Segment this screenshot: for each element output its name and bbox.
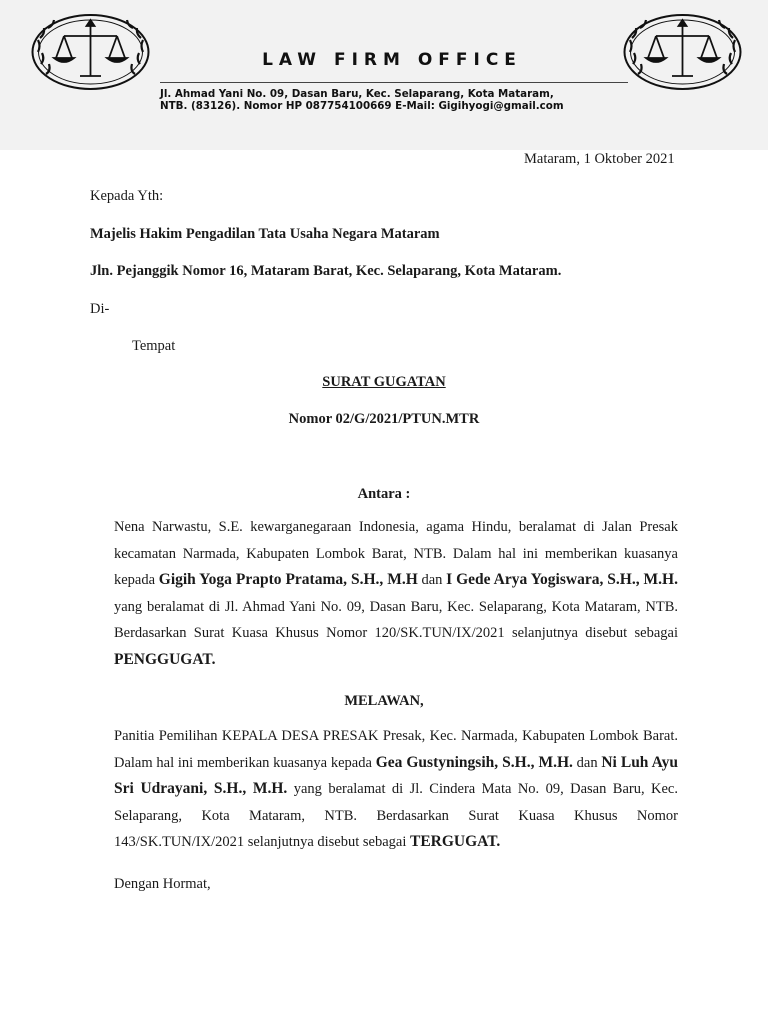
salutation: Kepada Yth:: [90, 188, 164, 204]
defendant-text-1: Panitia Pemilihan KEPALA DESA PRESAK Presak, Kec. Narmada, Kabupaten Lombok Barat. Dalam hal ini memberikan kuasanya kepada: [114, 728, 678, 771]
place-date: Mataram, 1 Oktober 2021: [524, 151, 675, 167]
scales-of-justice-logo-left: [28, 12, 153, 92]
plaintiff-lawyer-1: Gigih Yoga Prapto Pratama, S.H., M.H: [158, 571, 418, 589]
recipient: Majelis Hakim Pengadilan Tata Usaha Negara Mataram: [90, 226, 440, 242]
letterhead: [0, 0, 768, 150]
firm-address-line-1: Jl. Ahmad Yani No. 09, Dasan Baru, Kec. Selaparang, Kota Mataram,: [160, 88, 554, 100]
melawan-heading: MELAWAN,: [344, 693, 424, 709]
di-label: Di-: [90, 301, 110, 317]
defendant-text-2: dan: [572, 754, 602, 771]
defendant-role: TERGUGAT.: [410, 833, 501, 851]
closing-greeting: Dengan Hormat,: [114, 876, 211, 892]
tempat-label: Tempat: [132, 338, 176, 354]
plaintiff-text-2: dan: [417, 572, 447, 589]
case-number: Nomor 02/G/2021/PTUN.MTR: [288, 411, 480, 427]
recipient-address: Jln. Pejanggik Nomor 16, Mataram Barat, Kec. Selaparang, Kota Mataram.: [90, 263, 562, 279]
firm-name: LAW FIRM OFFICE: [262, 50, 522, 70]
plaintiff-lawyer-2: I Gede Arya Yogiswara, S.H., M.H.: [446, 571, 678, 589]
letter-title: SURAT GUGATAN: [322, 374, 446, 390]
defendant-paragraph: [114, 723, 678, 856]
plaintiff-text-1: Nena Narwastu, S.E. kewarganegaraan Indonesia, agama Hindu, beralamat di Jalan Presak kecamatan Narmada, Kabupaten Lombok Barat, NTB. Dalam hal ini memberikan kuasanya kepada: [114, 519, 678, 589]
scales-of-justice-logo-right: [620, 12, 745, 92]
plaintiff-text-3: yang beralamat di Jl. Ahmad Yani No. 09, Dasan Baru, Kec. Selaparang, Kota Mataram, NTB. Berdasarkan Surat Kuasa Khusus Nomor 120/SK.TUN/IX/2021 selanjutnya disebut sebagai: [114, 598, 678, 642]
plaintiff-role: PENGGUGAT.: [114, 650, 216, 668]
defendant-text-3: yang beralamat di Jl. Cindera Mata No. 09, Dasan Baru, Kec. Selaparang, Kota Mataram, NTB. Berdasarkan Surat Kuasa Khusus Nomor 143/SK.TUN/IX/2021 selanjutnya disebut sebagai: [114, 781, 678, 851]
firm-address-line-2: NTB. (83126). Nomor HP 087754100669 E-Mail: Gigihyogi@gmail.com: [160, 100, 564, 112]
defendant-lawyer-1: Gea Gustyningsih, S.H., M.H.: [375, 753, 573, 771]
antara-heading: Antara :: [357, 486, 411, 502]
header-divider: [160, 82, 628, 83]
plaintiff-paragraph: [114, 514, 678, 674]
defendant-lawyer-2: Ni Luh Ayu Sri Udrayani, S.H., M.H.: [114, 753, 678, 798]
